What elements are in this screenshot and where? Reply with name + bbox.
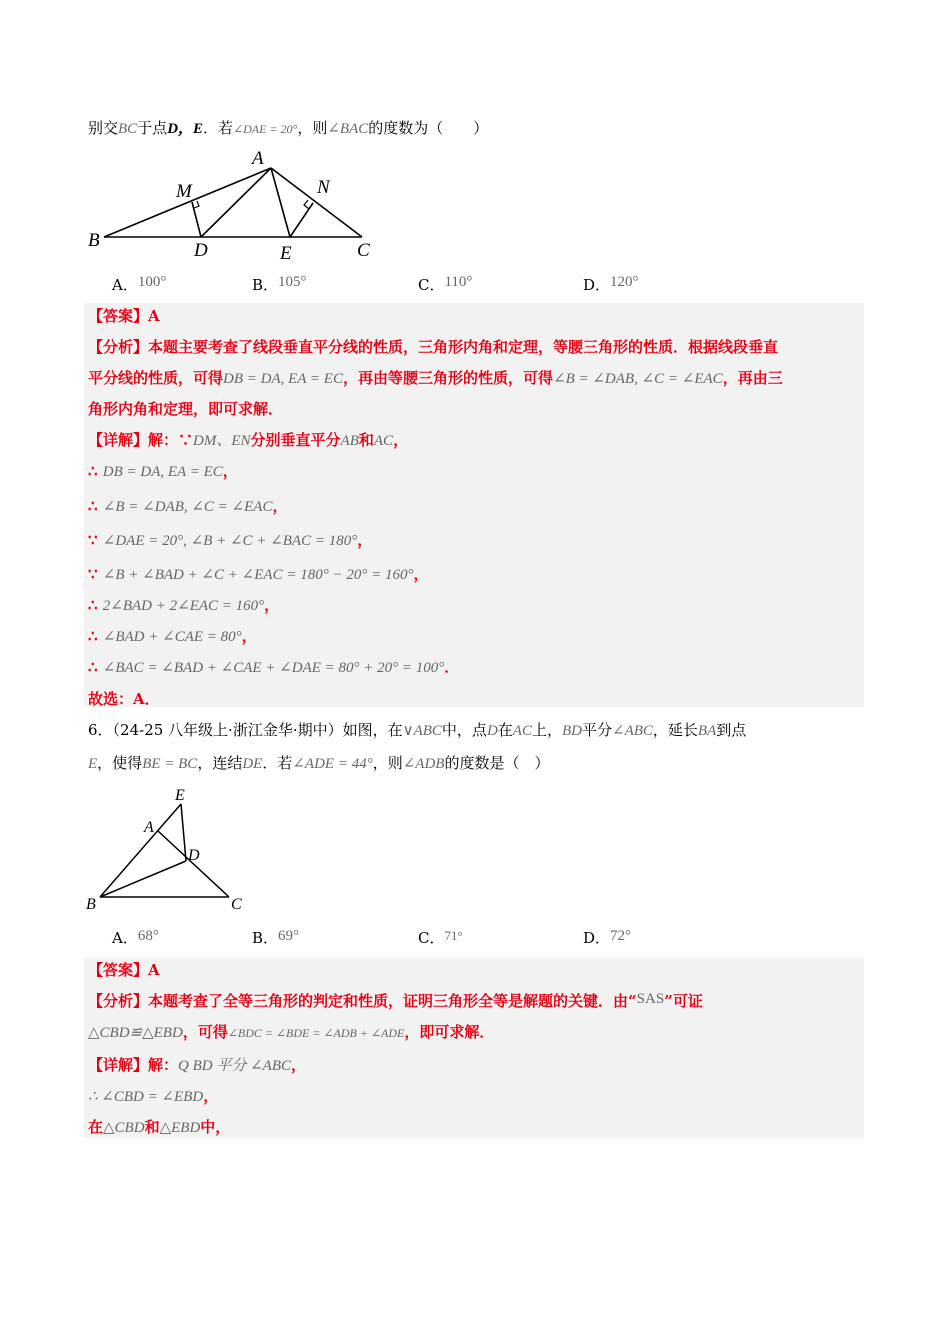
q5-option-a-key: A． [112, 276, 138, 294]
q5-detail-1-math-1: DM、EN [193, 433, 251, 449]
q6-analysis-math-1: △CBD≌△EBD [88, 1025, 183, 1041]
q6-line-be [100, 804, 181, 897]
q5-option-d-value: 120° [610, 274, 639, 290]
q6-detail-2b: ， [203, 1087, 219, 1105]
q6-angle-abc: ∠ABC [612, 723, 653, 739]
q6-t8: ，连结 [197, 754, 243, 772]
q6-t7: ，使得 [97, 754, 143, 772]
q5-analysis-text-2b: ，再由等腰三角形的性质，可得 [342, 369, 553, 387]
q6-figure [84, 783, 254, 915]
q6-option-a-key: A． [112, 929, 138, 947]
q5-analysis-text-2a: 平分线的性质，可得 [88, 369, 224, 387]
q5-step-7-math: ∠BAC = ∠BAD + ∠CAE + ∠DAE = 80° + 20° = 100° [102, 660, 445, 676]
q6-eq-1: BE = BC [142, 756, 198, 772]
q6-analysis-tag: 【分析】 [88, 992, 149, 1010]
q6-answer-value: A [148, 961, 160, 979]
q6-stem-line-1 [88, 720, 746, 741]
q5-line-ne [290, 203, 313, 237]
q5-analysis-line-2 [88, 368, 783, 389]
q6-analysis-line-2 [88, 1022, 494, 1043]
q6-seg-ac: AC [512, 723, 532, 739]
q6-t11: 的度数是（ ） [444, 754, 550, 772]
q5-option-a [112, 275, 166, 296]
q5-figure [84, 145, 384, 263]
q6-option-d-value: 72° [610, 928, 632, 944]
q5-stem-condition: ∠DAE = 20° [233, 122, 298, 136]
q5-step-1 [88, 461, 238, 482]
q5-step-6-symbol: ∴ [88, 627, 98, 645]
q6-t5: ，延长 [652, 721, 698, 739]
q6-point-e: E [88, 756, 98, 772]
q6-t6: 到点 [716, 721, 747, 739]
q5-option-c [418, 275, 472, 296]
q6-analysis-2a: ，可得 [182, 1023, 228, 1041]
q5-detail-1a: 解：∵ [148, 431, 194, 449]
q5-step-2 [88, 496, 287, 517]
q5-option-a-value: 100° [137, 274, 167, 290]
q5-label-a: A [252, 148, 264, 169]
q5-option-c-key: C． [418, 276, 445, 294]
q5-stem-line [88, 118, 488, 139]
q6-seg-de: DE [242, 756, 263, 772]
q5-label-e: E [280, 243, 292, 263]
q6-analysis-sas: SAS [636, 991, 665, 1007]
q5-line-ad [201, 168, 271, 237]
q6-t3: 上， [531, 721, 562, 739]
q5-analysis-line-3 [88, 399, 283, 419]
q6-eq-2: ∠ADE = 44° [292, 756, 373, 772]
q6-t10: ，则 [372, 754, 403, 772]
q6-angle-adb: ∠ADB [402, 756, 445, 772]
q5-answer-tag: 【答案】 [88, 307, 149, 325]
q5-detail-1-math-3: AC [373, 433, 394, 449]
q5-step-4-math: ∠B + ∠BAD + ∠C + ∠EAC = 180° − 20° = 160° [102, 567, 414, 583]
q6-option-d-key: D． [583, 929, 611, 947]
q5-label-c: C [357, 240, 370, 261]
q6-detail-3b: 和 [144, 1118, 160, 1136]
q5-step-4-symbol: ∵ [88, 565, 98, 583]
q5-choice [88, 689, 160, 709]
q5-step-4-end: ， [413, 565, 429, 583]
q5-step-4 [88, 564, 428, 585]
q5-detail-1-math-2: AB [340, 433, 359, 449]
q6-t2: 在 [497, 721, 513, 739]
q6-option-c-key: C． [418, 929, 445, 947]
q5-analysis-text-2c: ，再由三 [722, 369, 783, 387]
q5-detail-1d: ， [393, 431, 409, 449]
q6-analysis-1a: 本题考查了全等三角形的判定和性质，证明三角形全等是解题的关键．由“ [148, 992, 637, 1010]
q5-option-d-key: D． [583, 276, 611, 294]
q5-step-1-math: DB = DA, EA = EC [102, 464, 223, 480]
q6-analysis-line-1 [88, 991, 703, 1012]
q5-analysis-math-2: ∠B = ∠DAB, ∠C = ∠EAC [553, 371, 723, 387]
q5-option-b-value: 105° [278, 274, 307, 290]
q5-analysis-math-1: DB = DA, EA = EC [223, 371, 343, 387]
q5-right-angle-m [194, 201, 199, 208]
q6-detail-line-2 [88, 1086, 218, 1107]
q6-seg-ba: BA [697, 723, 717, 739]
q5-stem-mid: 于点 [137, 119, 168, 137]
q6-detail-line-3 [88, 1117, 230, 1138]
q5-line-ba [104, 168, 271, 237]
q5-step-1-end: ， [222, 462, 238, 480]
q5-stem-points: D，E [167, 121, 204, 137]
q6-seg-bd: BD [561, 723, 582, 739]
q6-point-d: D [486, 723, 498, 739]
q5-step-2-math: ∠B = ∠DAB, ∠C = ∠EAC [102, 499, 273, 515]
q5-stem-then: ，则 [297, 119, 328, 137]
q5-option-d [583, 275, 639, 296]
q5-option-b [252, 275, 307, 296]
q5-line-ae [271, 168, 290, 237]
q6-label-d: D [188, 847, 200, 864]
q5-stem-suffix: 的度数为（ ） [368, 119, 489, 137]
q6-option-a-value: 68° [137, 928, 159, 944]
q5-step-5-math: 2∠BAD + 2∠EAC = 160° [102, 598, 265, 614]
q5-step-5-end: ， [264, 596, 280, 614]
q5-step-3-end: ， [357, 531, 373, 549]
q5-analysis-tag: 【分析】 [88, 338, 149, 356]
q6-solution-box [84, 958, 864, 1138]
q5-choice-text: 故选：A． [88, 690, 160, 708]
q5-label-n: N [317, 177, 330, 198]
q5-analysis-line-1 [88, 337, 778, 357]
q5-stem-angle: ∠BAC [327, 121, 369, 137]
q6-label-e: E [175, 787, 185, 804]
q6-option-b-value: 69° [278, 928, 300, 944]
q6-option-d [583, 928, 631, 949]
q5-step-7 [88, 657, 459, 678]
q5-step-3 [88, 530, 372, 551]
q6-t4: 平分 [581, 721, 612, 739]
q6-label-b: B [86, 896, 96, 913]
q5-stem-prefix: 别交 [88, 119, 119, 137]
q6-detail-1a: 解： [148, 1056, 179, 1074]
q6-detail-3-math-2: △EBD [159, 1120, 201, 1136]
q5-detail-line-1 [88, 430, 408, 451]
q5-answer [88, 306, 160, 326]
q5-label-b: B [88, 230, 100, 251]
q6-option-b-key: B． [252, 929, 279, 947]
q6-detail-3a: 在 [88, 1118, 104, 1136]
q5-step-6-end: ， [241, 627, 257, 645]
q6-detail-1b: ， [291, 1056, 307, 1074]
q5-detail-tag: 【详解】 [88, 431, 149, 449]
q5-detail-1c: 和 [358, 431, 374, 449]
q6-label-c: C [231, 896, 242, 913]
q5-stem-bc: BC [118, 121, 138, 137]
q6-detail-1-math: Q BD 平分 ∠ABC [178, 1058, 292, 1074]
q6-stem-line-2 [88, 753, 549, 774]
q6-line-bd [100, 861, 186, 897]
q5-analysis-text-3: 角形内角和定理，即可求解． [88, 400, 284, 418]
q5-step-2-symbol: ∴ [88, 497, 98, 515]
q5-analysis-text-1: 本题主要考查了线段垂直平分线的性质，三角形内角和定理，等腰三角形的性质．根据线段垂直 [148, 338, 779, 356]
q6-detail-2-math: ∴ ∠CBD = ∠EBD [88, 1089, 204, 1105]
q6-analysis-1b: ”可证 [664, 992, 703, 1010]
q6-t1: 中，点 [441, 721, 487, 739]
q6-option-b [252, 928, 299, 949]
q6-analysis-math-2: ∠BDC = ∠BDE = ∠ADB + ∠ADE [227, 1026, 405, 1040]
q6-answer-tag: 【答案】 [88, 961, 149, 979]
q5-step-3-symbol: ∵ [88, 531, 98, 549]
q5-step-6-math: ∠BAD + ∠CAE = 80° [102, 629, 242, 645]
q6-detail-3c: 中， [200, 1118, 231, 1136]
q5-stem-ruo: ．若 [203, 119, 234, 137]
q5-option-b-key: B． [252, 276, 279, 294]
q6-detail-3-math-1: △CBD [103, 1120, 145, 1136]
q6-detail-tag: 【详解】 [88, 1056, 149, 1074]
q5-option-c-value: 110° [444, 274, 473, 290]
q6-option-a [112, 928, 159, 949]
q5-step-5-symbol: ∴ [88, 596, 98, 614]
q5-label-d: D [194, 240, 208, 261]
q6-source: （24-25 八年级上·浙江金华·期中）如图，在 [112, 721, 403, 739]
q5-right-angle-n [304, 200, 309, 209]
q5-answer-value: A [148, 307, 160, 325]
q6-analysis-2b: ，即可求解． [404, 1023, 495, 1041]
q6-option-c-value: 71° [444, 928, 463, 943]
q5-label-m: M [176, 181, 192, 202]
q5-step-7-end: ． [444, 658, 460, 676]
q6-label-a: A [144, 819, 154, 836]
q6-answer [88, 960, 160, 980]
q6-number: 6． [88, 721, 113, 739]
q5-step-7-symbol: ∴ [88, 658, 98, 676]
q6-line-ac [158, 831, 229, 897]
q6-detail-line-1 [88, 1055, 306, 1076]
q5-detail-1b: 分别垂直平分 [250, 431, 341, 449]
q5-step-5 [88, 595, 279, 616]
q5-step-3-math: ∠DAE = 20°, ∠B + ∠C + ∠BAC = 180° [102, 533, 358, 549]
q5-step-1-symbol: ∴ [88, 462, 98, 480]
q6-option-c [418, 928, 463, 949]
q5-step-2-end: ， [272, 497, 288, 515]
q6-t9: ．若 [262, 754, 293, 772]
q6-triangle: ∨ABC [402, 723, 442, 739]
q5-step-6 [88, 626, 257, 647]
